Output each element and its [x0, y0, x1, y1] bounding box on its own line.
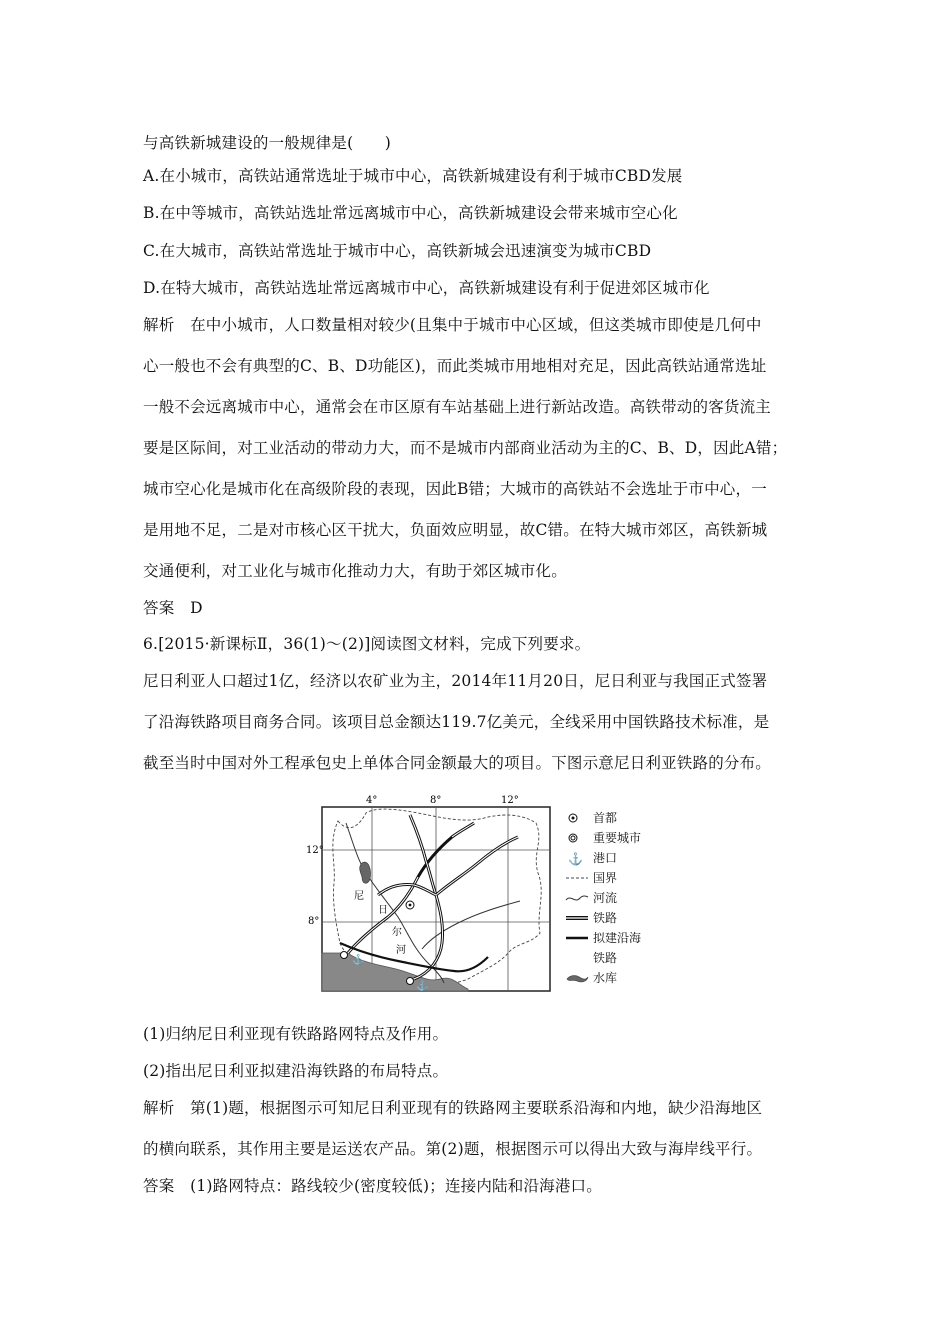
q5-analysis-line: 心一般也不会有典型的C、B、D功能区)，而此类城市用地相对充足，因此高铁站通常选址 — [143, 357, 767, 375]
q5-analysis-line: 要是区际间，对工业活动的带动力大，而不是城市内部商业活动为主的C、B、D，因此A错； — [143, 439, 788, 457]
city-marker — [341, 952, 348, 959]
legend-item: 铁路 — [593, 951, 618, 965]
q6-material-line: 了沿海铁路项目商务合同。该项目总金额达119.7亿美元，全线采用中国铁路技术标准，是 — [143, 713, 770, 731]
q5-stem-tail: 与高铁新城建设的一般规律是( ) — [143, 134, 391, 152]
lat-label: 12° — [306, 845, 324, 856]
railway-icon — [565, 910, 589, 926]
place-label: 日 — [378, 905, 388, 916]
q6-header: 6.[2015·新课标Ⅱ，36(1)～(2)]阅读图文材料，完成下列要求。 — [143, 635, 591, 653]
svg-text:⚓: ⚓ — [568, 852, 583, 866]
legend-item: 重要城市 — [565, 828, 655, 848]
capital-icon — [565, 810, 589, 826]
lon-label: 12° — [501, 795, 519, 806]
q5-option-c: C.在大城市，高铁站常选址于城市中心，高铁新城会迅速演变为城市CBD — [143, 242, 652, 260]
q6-question-2: (2)指出尼日利亚拟建沿海铁路的布局特点。 — [143, 1062, 449, 1080]
legend-item: 拟建沿海 — [565, 928, 655, 948]
q5-analysis-line: 交通便利，对工业化与城市化推动力大，有助于郊区城市化。 — [143, 562, 567, 580]
place-label: 尼 — [354, 891, 364, 902]
river-icon — [565, 890, 589, 906]
q6-material-line: 截至当时中国对外工程承包史上单体合同金额最大的项目。下图示意尼日利亚铁路的分布。 — [143, 754, 772, 772]
q5-analysis-line: 解析 在中小城市，人口数量相对较少(且集中于城市中心区域，但这类城市即使是几何中 — [143, 316, 762, 334]
lon-label: 8° — [430, 795, 442, 806]
port-icon — [565, 850, 589, 866]
q5-option-a: A.在小城市，高铁站通常选址于城市中心，高铁新城建设有利于城市CBD发展 — [143, 167, 683, 185]
port-icon: ⚓ — [416, 981, 429, 992]
place-label: 尔 — [392, 927, 402, 938]
capital-marker-dot — [409, 904, 412, 907]
q5-analysis-line: 一般不会远离城市中心，通常会在市区原有车站基础上进行新站改造。高铁带动的客货流主 — [143, 398, 772, 416]
q6-analysis-line: 解析 第(1)题，根据图示可知尼日利亚现有的铁路网主要联系沿海和内地，缺少沿海地区 — [143, 1099, 763, 1117]
legend-item: 国界 — [565, 868, 655, 888]
q6-question-1: (1)归纳尼日利亚现有铁路路网特点及作用。 — [143, 1025, 449, 1043]
lat-label: 8° — [308, 916, 320, 927]
planned-railway-icon — [565, 930, 589, 946]
legend-item: 河流 — [565, 888, 655, 908]
place-label: 河 — [396, 945, 406, 956]
q6-material-line: 尼日利亚人口超过1亿，经济以农矿业为主，2014年11月20日，尼日利亚与我国正式签署 — [143, 672, 768, 690]
q5-analysis-line: 城市空心化是城市化在高级阶段的表现，因此B错；大城市的高铁站不会选址于市中心，一 — [143, 480, 767, 498]
lon-label: 4° — [366, 795, 378, 806]
city-marker — [407, 978, 414, 985]
map-legend — [565, 808, 655, 988]
legend-item: ⚓ 港口 — [565, 848, 655, 868]
legend-item: 水库 — [565, 968, 655, 988]
legend-item: 铁路 — [565, 908, 655, 928]
q5-analysis-line: 是用地不足，二是对市核心区干扰大，负面效应明显，故C错。在特大城市郊区，高铁新城 — [143, 521, 768, 539]
major-city-icon — [565, 830, 589, 846]
border-icon — [565, 870, 589, 886]
reservoir-icon — [565, 970, 589, 986]
q6-analysis-line: 的横向联系，其作用主要是运送农产品。第(2)题，根据图示可以得出大致与海岸线平行。 — [143, 1140, 763, 1158]
q5-option-d: D.在特大城市，高铁站选址常远离城市中心，高铁新城建设有利于促进郊区城市化 — [143, 279, 710, 297]
q6-answer: 答案 (1)路网特点：路线较少(密度较低)；连接内陆和沿海港口。 — [143, 1177, 602, 1195]
port-icon: ⚓ — [352, 955, 365, 966]
legend-item: 首都 — [565, 808, 655, 828]
q5-option-b: B.在中等城市，高铁站选址常远离城市中心，高铁新城建设会带来城市空心化 — [143, 204, 678, 222]
q5-answer: 答案 D — [143, 599, 203, 617]
